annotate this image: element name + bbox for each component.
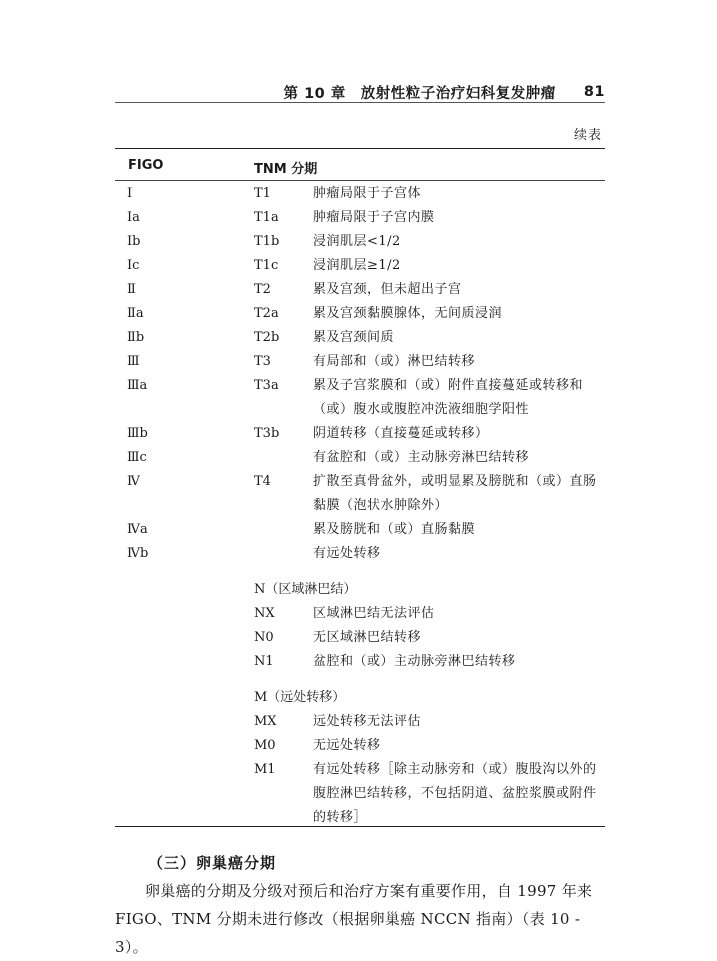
figo-stage: Ⅳa [127, 522, 148, 537]
figo-stage: Ⅰ [127, 186, 133, 201]
stage-description: 浸润肌层≥1/2 [313, 258, 401, 273]
stage-description: 累及宫颈间质 [313, 330, 395, 345]
table-row [0, 278, 717, 302]
m-section-title-row [0, 686, 717, 710]
table-row [0, 734, 717, 758]
running-header [115, 80, 605, 104]
figo-stage: Ⅱ [127, 282, 136, 297]
tnm-code: T3a [254, 378, 279, 393]
col-header-tnm: TNM 分期 [254, 162, 318, 177]
m-description: 远处转移无法评估 [313, 714, 422, 729]
m-description: 无远处转移 [313, 738, 381, 753]
figo-stage: Ⅰc [127, 258, 140, 273]
n-code: N1 [254, 654, 274, 669]
chapter-title: 第 10 章 放射性粒子治疗妇科复发肿瘤 [283, 85, 556, 102]
stage-description: 累及子宫浆膜和（或）附件直接蔓延或转移和（或）腹水或腹腔冲洗液细胞学阳性 [313, 378, 584, 417]
stage-description: 累及宫颈，但未超出子宫 [313, 282, 462, 297]
tnm-code: T2a [254, 306, 279, 321]
col-header-figo: FIGO [128, 158, 164, 173]
table-row [0, 602, 717, 626]
n-description: 无区域淋巴结转移 [313, 630, 422, 645]
figo-stage: Ⅳb [127, 546, 149, 561]
figo-stage: Ⅱa [127, 306, 144, 321]
tnm-code: T2b [254, 330, 280, 345]
figo-stage: Ⅲ [127, 354, 140, 369]
stage-description: 有盆腔和（或）主动脉旁淋巴结转移 [313, 450, 530, 465]
table-row [0, 626, 717, 650]
figo-stage: Ⅳ [127, 474, 140, 489]
m-description: 有远处转移［除主动脉旁和（或）腹股沟以外的腹腔淋巴结转移，不包括阴道、盆腔浆膜或附件的转移］ [313, 762, 597, 825]
stage-description: 扩散至真骨盆外，或明显累及膀胱和（或）直肠黏膜（泡状水肿除外） [313, 474, 597, 513]
table-row [0, 326, 717, 350]
table-bottom-rule [115, 826, 605, 827]
table-row [0, 542, 717, 566]
table-row [0, 374, 717, 422]
figo-stage: Ⅲa [127, 378, 148, 393]
n-code: NX [254, 606, 275, 621]
table-continued-label: 续表 [573, 128, 602, 143]
m-section-title: M（远处转移） [254, 690, 346, 705]
body-paragraph: 卵巢癌的分期及分级对预后和治疗方案有重要作用，自 1997 年来 FIGO、TNM 分期未进行修改（根据卵巢癌 NCCN 指南）（表 10 - 3）。 [115, 882, 593, 956]
tnm-code: T3 [254, 354, 271, 369]
tnm-code: T1 [254, 186, 271, 201]
figo-stage: Ⅱb [127, 330, 145, 345]
header-rule [115, 102, 605, 103]
stage-description: 阴道转移（直接蔓延或转移） [313, 426, 489, 441]
m-code: M0 [254, 738, 276, 753]
stage-description: 有远处转移 [313, 546, 381, 561]
section-heading: （三）卵巢癌分期 [148, 854, 277, 872]
figo-stage: Ⅲb [127, 426, 148, 441]
n-section-title-row [0, 578, 717, 602]
tnm-code: T1b [254, 234, 280, 249]
table-row [0, 446, 717, 470]
stage-description: 肿瘤局限于子宫内膜 [313, 210, 435, 225]
page-number: 81 [583, 84, 605, 100]
table-row [0, 710, 717, 734]
table-row [0, 650, 717, 674]
table-row [0, 422, 717, 446]
table-row [0, 518, 717, 542]
tnm-code: T2 [254, 282, 271, 297]
n-description: 盆腔和（或）主动脉旁淋巴结转移 [313, 654, 516, 669]
figo-stage: Ⅰa [127, 210, 140, 225]
tnm-code: T3b [254, 426, 280, 441]
table-top-rule [115, 148, 605, 149]
table-header-rule [115, 180, 605, 181]
figo-stage: Ⅲc [127, 450, 147, 465]
n-code: N0 [254, 630, 274, 645]
n-description: 区域淋巴结无法评估 [313, 606, 435, 621]
stage-description: 有局部和（或）淋巴结转移 [313, 354, 476, 369]
n-section-title: N（区域淋巴结） [254, 582, 357, 597]
table-row [0, 350, 717, 374]
stage-description: 累及宫颈黏膜腺体，无间质浸润 [313, 306, 503, 321]
stage-description: 浸润肌层<1/2 [313, 234, 401, 249]
stage-description: 肿瘤局限于子宫体 [313, 186, 422, 201]
table-row [0, 302, 717, 326]
table-row [0, 254, 717, 278]
tnm-code: T1c [254, 258, 279, 273]
table-row [0, 230, 717, 254]
tnm-code: T1a [254, 210, 279, 225]
m-code: MX [254, 714, 277, 729]
tnm-code: T4 [254, 474, 271, 489]
m-code: M1 [254, 762, 276, 777]
table-row [0, 470, 717, 518]
table-row [0, 182, 717, 206]
table-row [0, 206, 717, 230]
table-row [0, 758, 717, 830]
figo-stage: Ⅰb [127, 234, 141, 249]
stage-description: 累及膀胱和（或）直肠黏膜 [313, 522, 476, 537]
